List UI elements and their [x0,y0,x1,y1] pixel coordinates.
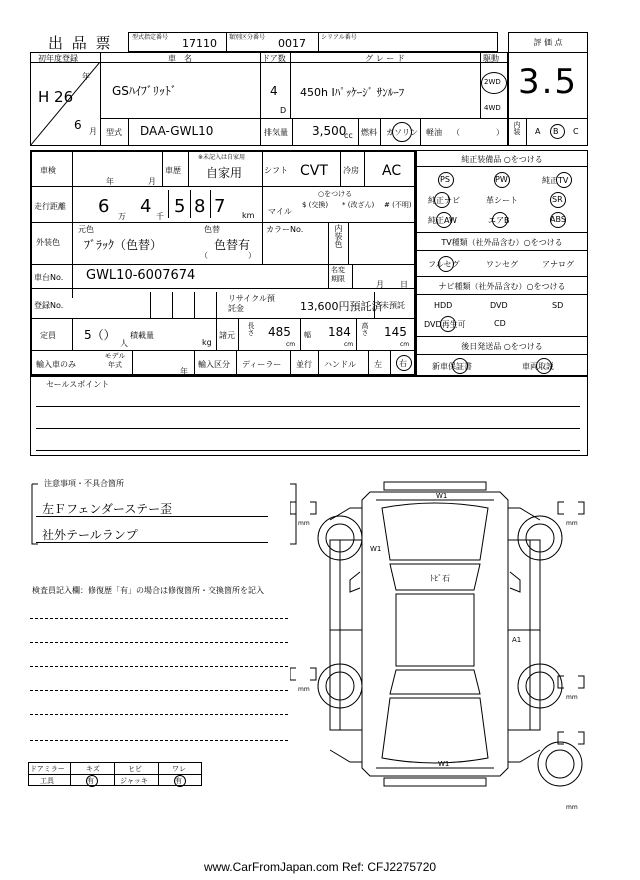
handle-label: ハンドル [324,360,356,369]
sales-point-label: セールスポイント [46,380,110,389]
eq-airbag: エアB [488,216,510,225]
orig-color-label: 元色 [78,225,94,234]
legend-scratch: キズ [86,765,100,773]
reg-no-label: 登録No. [34,301,64,310]
name-change-label: 名変期限 [331,266,345,283]
capacity-label: 定員 [40,331,56,340]
name-change-day: 日 [400,280,408,289]
legend-jack: ジャッキ [120,777,148,785]
drive-4wd: 4WD [484,104,501,112]
drive-2wd: 2WD [484,78,501,86]
mileage-label: 走行距離 [34,202,66,211]
eq-aw: 純正AW [428,216,457,225]
eq-pw: PW [495,175,508,184]
ac-value: AC [382,163,402,179]
chassis-label: 車台No. [34,273,64,282]
diagram-mm-spare: mm [566,804,578,811]
tv-analog: アナログ [542,260,574,269]
tv-fullseg: フルセグ [428,260,460,269]
length-value: 485 [268,325,291,339]
equipment-title: 純正装備品 ○をつける [461,155,543,164]
height-label: 高さ [361,322,369,336]
parallel-label: 並行 [296,360,312,369]
meter-label: マイル [268,207,292,216]
width-cm: cm [344,341,354,348]
meter-exchange: $ (交換) [302,201,329,209]
diagram-mm-fl: mm [298,520,310,527]
diagram-windshield: ﾄﾋﾞ石 [430,574,450,583]
displacement-value: 3,500 [312,124,347,138]
int-color-label: 内装色 [334,224,343,248]
doors-label: ドア数 [262,54,286,63]
inspection-year: 年 [106,177,114,186]
eq-leather: 革シート [486,196,518,205]
recycle-unpaid: 未預託 [381,301,405,310]
nav-dvd: DVD [490,301,508,310]
mileage-digit-5: 7 [214,196,226,217]
evaluation-label: 評 価 点 [533,38,563,47]
mileage-unit: km [242,211,255,220]
width-label: 幅 [304,331,311,339]
grade-value: 450h Iﾊﾟｯｹｰｼﾞ ｻﾝﾙｰﾌ [300,86,405,99]
import-class-label: 輸入区分 [198,360,230,369]
interior-b: B [553,127,559,136]
legend-crack: ヒビ [128,765,142,773]
mileage-digit-1: 6 [98,196,110,217]
eq-abs: ABS [550,215,566,224]
inspection-month: 月 [148,177,156,186]
legend-tool-mark: 有 [87,777,94,785]
legend-tool: 工具 [40,777,54,785]
color-no-label: カラーNo. [266,225,304,234]
notes-title: 注意事項・不具合箇所 [44,479,124,488]
height-cm: cm [400,341,410,348]
docs-warranty: 新車保証書 [432,362,472,371]
eq-sr: SR [552,195,563,204]
mileage-sen: 千 [156,212,164,221]
diagram-a1: A1 [512,636,522,644]
drive-label: 駆動 [483,54,499,63]
evaluation-score: 3.5 [517,62,579,102]
model-year-unit: 年 [180,367,188,376]
mileage-digit-4: 8 [194,196,206,217]
meter-unknown: # (不明) [384,201,412,209]
diagram-mm-rl: mm [298,686,310,693]
diagram-mm-rr: mm [566,694,578,701]
nav-hdd: HDD [434,301,453,310]
fuel-label: 燃料 [361,128,377,137]
recycle-label: リサイクル預託金 [228,294,275,313]
interior-label: 内装 [513,121,521,135]
eq-tv: 純正TV [542,176,569,185]
repaint-value: 色替有 [214,238,251,252]
orig-color-value: ﾌﾞﾗｯｸ（色替） [84,238,163,252]
serial-label: シリアル番号 [321,34,357,41]
first-reg-label: 初年度登録 [38,54,78,63]
year-value: H 26 [38,88,74,106]
import-label: 輸入車のみ [36,360,76,369]
interior-a: A [535,127,541,136]
month-unit: 月 [89,127,97,136]
month-value: 6 [74,118,82,132]
mileage-digit-2: 4 [140,196,152,217]
footer-text: www.CarFromJapan.com Ref: CFJ2275720 [203,860,437,874]
meter-note: ○をつける [318,190,353,198]
meter-tamper: * (改ざん) [342,201,375,209]
doors-value: 4 [270,84,278,98]
model-label: 型式 [106,128,122,137]
grade-label: グ レ ー ド [365,54,405,63]
dim-label: 諸元 [219,331,235,340]
handle-left: 左 [374,360,382,369]
diagram-w1-bottom: W1 [438,760,450,768]
color-label: 外装色 [36,238,60,247]
form-title: 出 品 票 [48,34,113,52]
tv-title: TV種類（社外品含む）○をつける [441,238,563,247]
width-value: 184 [328,325,351,339]
diagram-w1-top: W1 [436,492,448,500]
ac-label: 冷房 [343,166,359,175]
name-change-month: 月 [376,280,384,289]
docs-manual: 車両取説 [522,362,554,371]
length-cm: cm [286,341,296,348]
legend-jack-mark: 有 [175,777,182,785]
dealer-label: ディーラー [242,360,282,369]
history-note: ※未記入は自家用 [198,154,246,161]
light-oil-label: 軽油 [426,128,442,137]
note-2: 社外テールランプ [42,528,138,542]
length-label: 長さ [247,322,255,336]
docs-title: 後日発送品 ○をつける [461,342,543,351]
sales-point-block [30,376,588,456]
inspector-label: 検査員記入欄：修復歴「有」の場合は修復箇所・交換箇所を記入 [32,586,264,595]
note-1: 左Ｆフェンダーステー歪 [42,502,173,516]
history-label: 車歴 [165,166,181,175]
interior-c: C [573,127,579,136]
inspection-label: 車検 [40,166,56,175]
model-designation-label: 型式指定番号 [132,34,169,41]
capacity-unit: 人 [120,339,128,348]
load-label: 積載量 [130,331,154,340]
shift-label: シフト [264,166,288,175]
category-value: 0017 [278,37,306,50]
model-designation-value: 17110 [182,37,217,50]
tv-oneseg: ワンセグ [486,260,518,269]
model-value: DAA-GWL10 [140,124,214,138]
nav-dvdplay: DVD再生可 [424,320,466,329]
legend-mirror: ドアミラー [30,765,65,773]
displacement-label: 排気量 [264,128,288,137]
category-label: 類別区分番号 [229,34,266,41]
name-label: 車 名 [168,54,192,63]
capacity-value: 5（） [84,328,116,342]
height-value: 145 [384,325,407,339]
nav-sd: SD [552,301,564,310]
nav-title: ナビ種類（社外品含む）○をつける [438,282,566,291]
eq-ps: PS [440,175,450,184]
history-value: 自家用 [206,166,243,180]
legend-break: ワレ [172,765,186,773]
repaint-label: 色替 [204,225,220,234]
diagram-w1-left: W1 [370,545,382,553]
nav-cd: CD [494,319,506,328]
fuel-value: ガソリン [386,128,418,137]
name-value: GSﾊｲﾌﾞﾘｯﾄﾞ [112,84,177,98]
load-unit: kg [202,338,212,347]
mileage-digit-3: 5 [174,196,186,217]
doors-d: D [280,106,287,115]
handle-right: 右 [399,359,407,368]
recycle-value: 13,600円預託済 [300,300,383,313]
model-year-label: モデル年式 [104,352,126,369]
displacement-unit: cc [344,131,353,140]
mileage-man: 万 [118,212,126,221]
diagram-mm-fr: mm [566,520,578,527]
eq-nav: 純正ナビ [428,196,460,205]
shift-value: CVT [300,163,328,179]
chassis-value: GWL10-6007674 [86,268,196,283]
year-unit: 年 [82,72,90,81]
